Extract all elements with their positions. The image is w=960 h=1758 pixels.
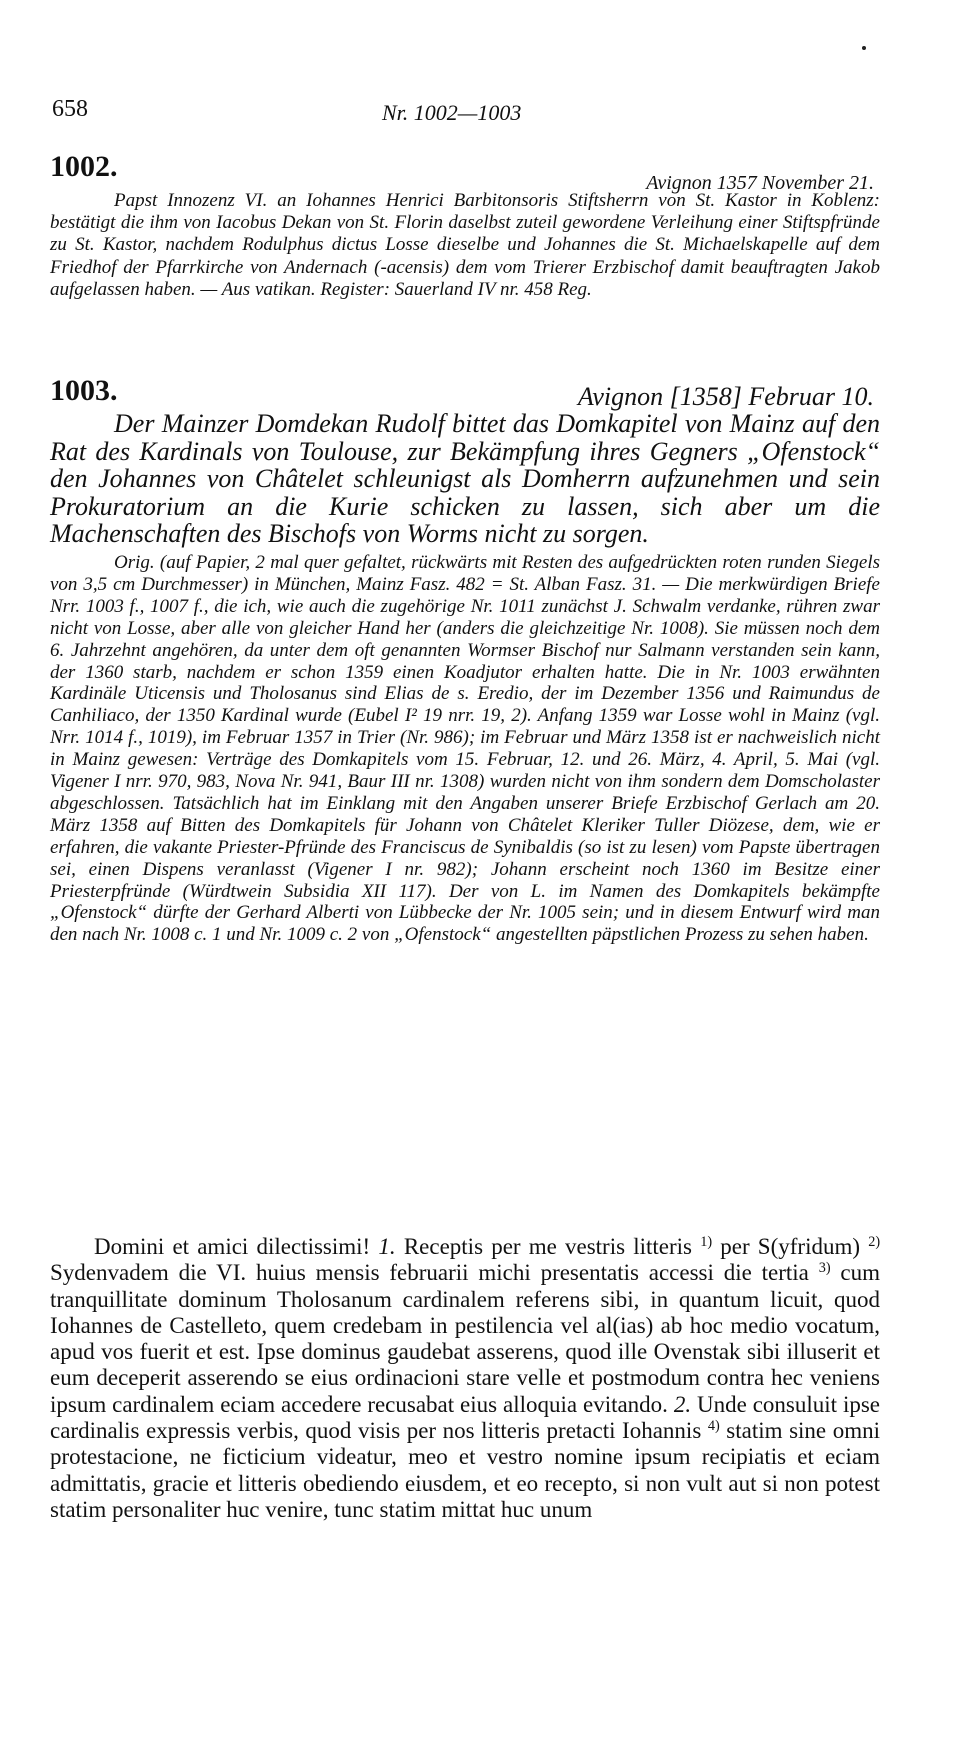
entry-heading: [50, 374, 880, 410]
letter-segment: statim sine omni protestacione, ne ficticium videatur, meo et vestro nomine ipsum recipiatis et eciam admittatis, gracie et litteris obediendo eiusdem, et eo recepto, si non vult aut si non potest statim personaliter huc venire, tunc statim mittat huc unum: [50, 1418, 880, 1522]
footnote-ref-1: 1): [700, 1234, 713, 1251]
entry-1003: [50, 374, 880, 946]
entry-commentary: Orig. (auf Papier, 2 mal quer gefaltet, rückwärts mit Resten des aufgedrückten roten runden Siegels von 3,5 cm Durchmesser) in München, Mainz Fasz. 482 = St. Alban Fasz. 31. — Die merkwürdigen Briefe Nrr. 1003 f., 1007 f., die ich, wie auch die zugehörige Nr. 1011 zunächst J. Schwalm verdanke, rühren zwar nicht von Losse, aber alle von gleicher Hand her (anders die gleichzeitige Nr. 1008). Sie müssen noch dem 6. Jahrzehnt angehören, da unter dem oft genannten Wormser Bischof nur Salmann verstanden sein kann, der 1360 starb, nachdem er schon 1359 einen Koadjutor erhalten hatte. Die in Nr. 1003 erwähnten Kardinäle Uticensis und Tholosanus sind Elias de s. Eredio, der im Dezember 1356 und Raimundus de Canhiliaco, der 1350 Kardinal wurde (Eubel I² 19 nrr. 19, 2). Anfang 1359 war Losse wohl in Mainz (vgl. Nrr. 1014 f., 1019), im Februar 1357 in Trier (Nr. 986); im Februar und März 1358 ist er nachweislich nicht in Mainz gewesen: Verträge des Domkapitels vom 15. Februar, 12. und 26. März, 4. April, 5. Mai (vgl. Vigener I nrr. 970, 983, Nova Nr. 941, Baur III nr. 1308) wurden nicht von ihm sondern dem Domscholaster abgeschlossen. Tatsächlich hat im Einklang mit den Angaben unserer Briefe Erzbischof Gerlach am 20. März 1358 auf Bitten des Domkapitels für Johann von Châtelet Kleriker Tuller Diözese, dem, wie er erfahren, die vakante Priester-Pfründe des Franciscus de Synibaldis (so ist zu lesen) vom Papste übertragen sei, einen Dispens veranlasst (Vigener I nr. 982); Johann erscheint noch 1360 im Besitze einer Priesterpfründe (Würdtwein Subsidia XII 117). Der von L. im Namen des Domkapitels bekämpfte „Ofenstock“ dürfte der Gerhard Alberti von Lübbecke der Nr. 1005 sein; und in diesem Entwurf wird man den nach Nr. 1008 c. 1 und Nr. 1009 c. 2 von „Ofenstock“ angestellten päpstlichen Prozess zu sehen haben.: [50, 551, 880, 946]
entry-place-date: Avignon [1358] Februar 10.: [577, 382, 874, 411]
entry-regest: Papst Innozenz VI. an Iohannes Henrici Barbitonsoris Stiftsherrn von St. Kastor in Koblenz: bestätigt die ihm von Iacobus Dekan von St. Florin daselbst zuteil gewordene Verleihung einer Stiftspfründe zu St. Kastor, nachdem Rodulphus dictus Losse dieselbe und Johannes die St. Michaelskapelle auf dem Friedhof der Pfarrkirche von Andernach (-acensis) dem vom Trierer Erzbischof damit beauftragten Jakob aufgelassen haben. — Aus vatikan. Register: Sauerland IV nr. 458 Reg.: [50, 190, 880, 300]
letter-segment: Receptis per me vestris litteris: [403, 1234, 693, 1259]
page-number: 658: [52, 96, 88, 122]
print-speck: [862, 46, 866, 50]
page-header: [52, 96, 872, 132]
running-title: Nr. 1002—1003: [382, 100, 522, 125]
letter-text: [50, 1234, 880, 1523]
entry-heading: [50, 150, 880, 194]
letter-segment: Sydenvadem die VI. huius mensis februarii michi presentatis accessi die tertia: [50, 1260, 809, 1286]
footnote-ref-3: 3): [818, 1260, 831, 1277]
letter-segment: per S(yfridum): [720, 1234, 861, 1259]
footnote-ref-4: 4): [707, 1418, 720, 1435]
entry-1002: [50, 150, 880, 301]
letter-segment: Unde consuluit ipse cardinalis expressis verbis, quod visis per nos litteris pretacti Iohannis: [50, 1391, 880, 1444]
salutation: Domini et amici dilectissimi!: [94, 1234, 371, 1259]
section-marker-2: 2.: [673, 1391, 692, 1417]
entry-number: 1003.: [50, 374, 118, 407]
entry-regest: Der Mainzer Domdekan Rudolf bittet das Domkapitel von Mainz auf den Rat des Kardinals von Toulouse, zur Bekämpfung ihres Gegners „Ofenstock“ den Johannes von Châtelet schleunigst als Domherrn aufzunehmen und sein Prokuratorium an die Kurie schicken zu lassen, sich aber um die Machenschaften des Bischofs von Worms nicht zu sorgen.: [50, 409, 880, 549]
entry-place-date: Avignon 1357 November 21.: [646, 172, 874, 194]
footnote-ref-2: 2): [868, 1234, 881, 1251]
letter-segment: cum tranquillitate dominum Tholosanum cardinalem referens sibi, in quantum licuit, quod Iohannes de Castelleto, quem credebam in pestilencia vel al(ias) ab hoc medio vocatum, apud vos fuerit et est. Ipse dominus gaudebat asserens, quod ille Ovenstak sibi illuserit et eum deceperit asserendo se eius ordinacioni stare velle et postmodum contra hec veniens ipsum cardinalem eciam accedere recusabat eius alloquia evitando.: [50, 1260, 881, 1417]
entry-number: 1002.: [50, 150, 118, 183]
section-marker-1: 1.: [378, 1234, 396, 1259]
